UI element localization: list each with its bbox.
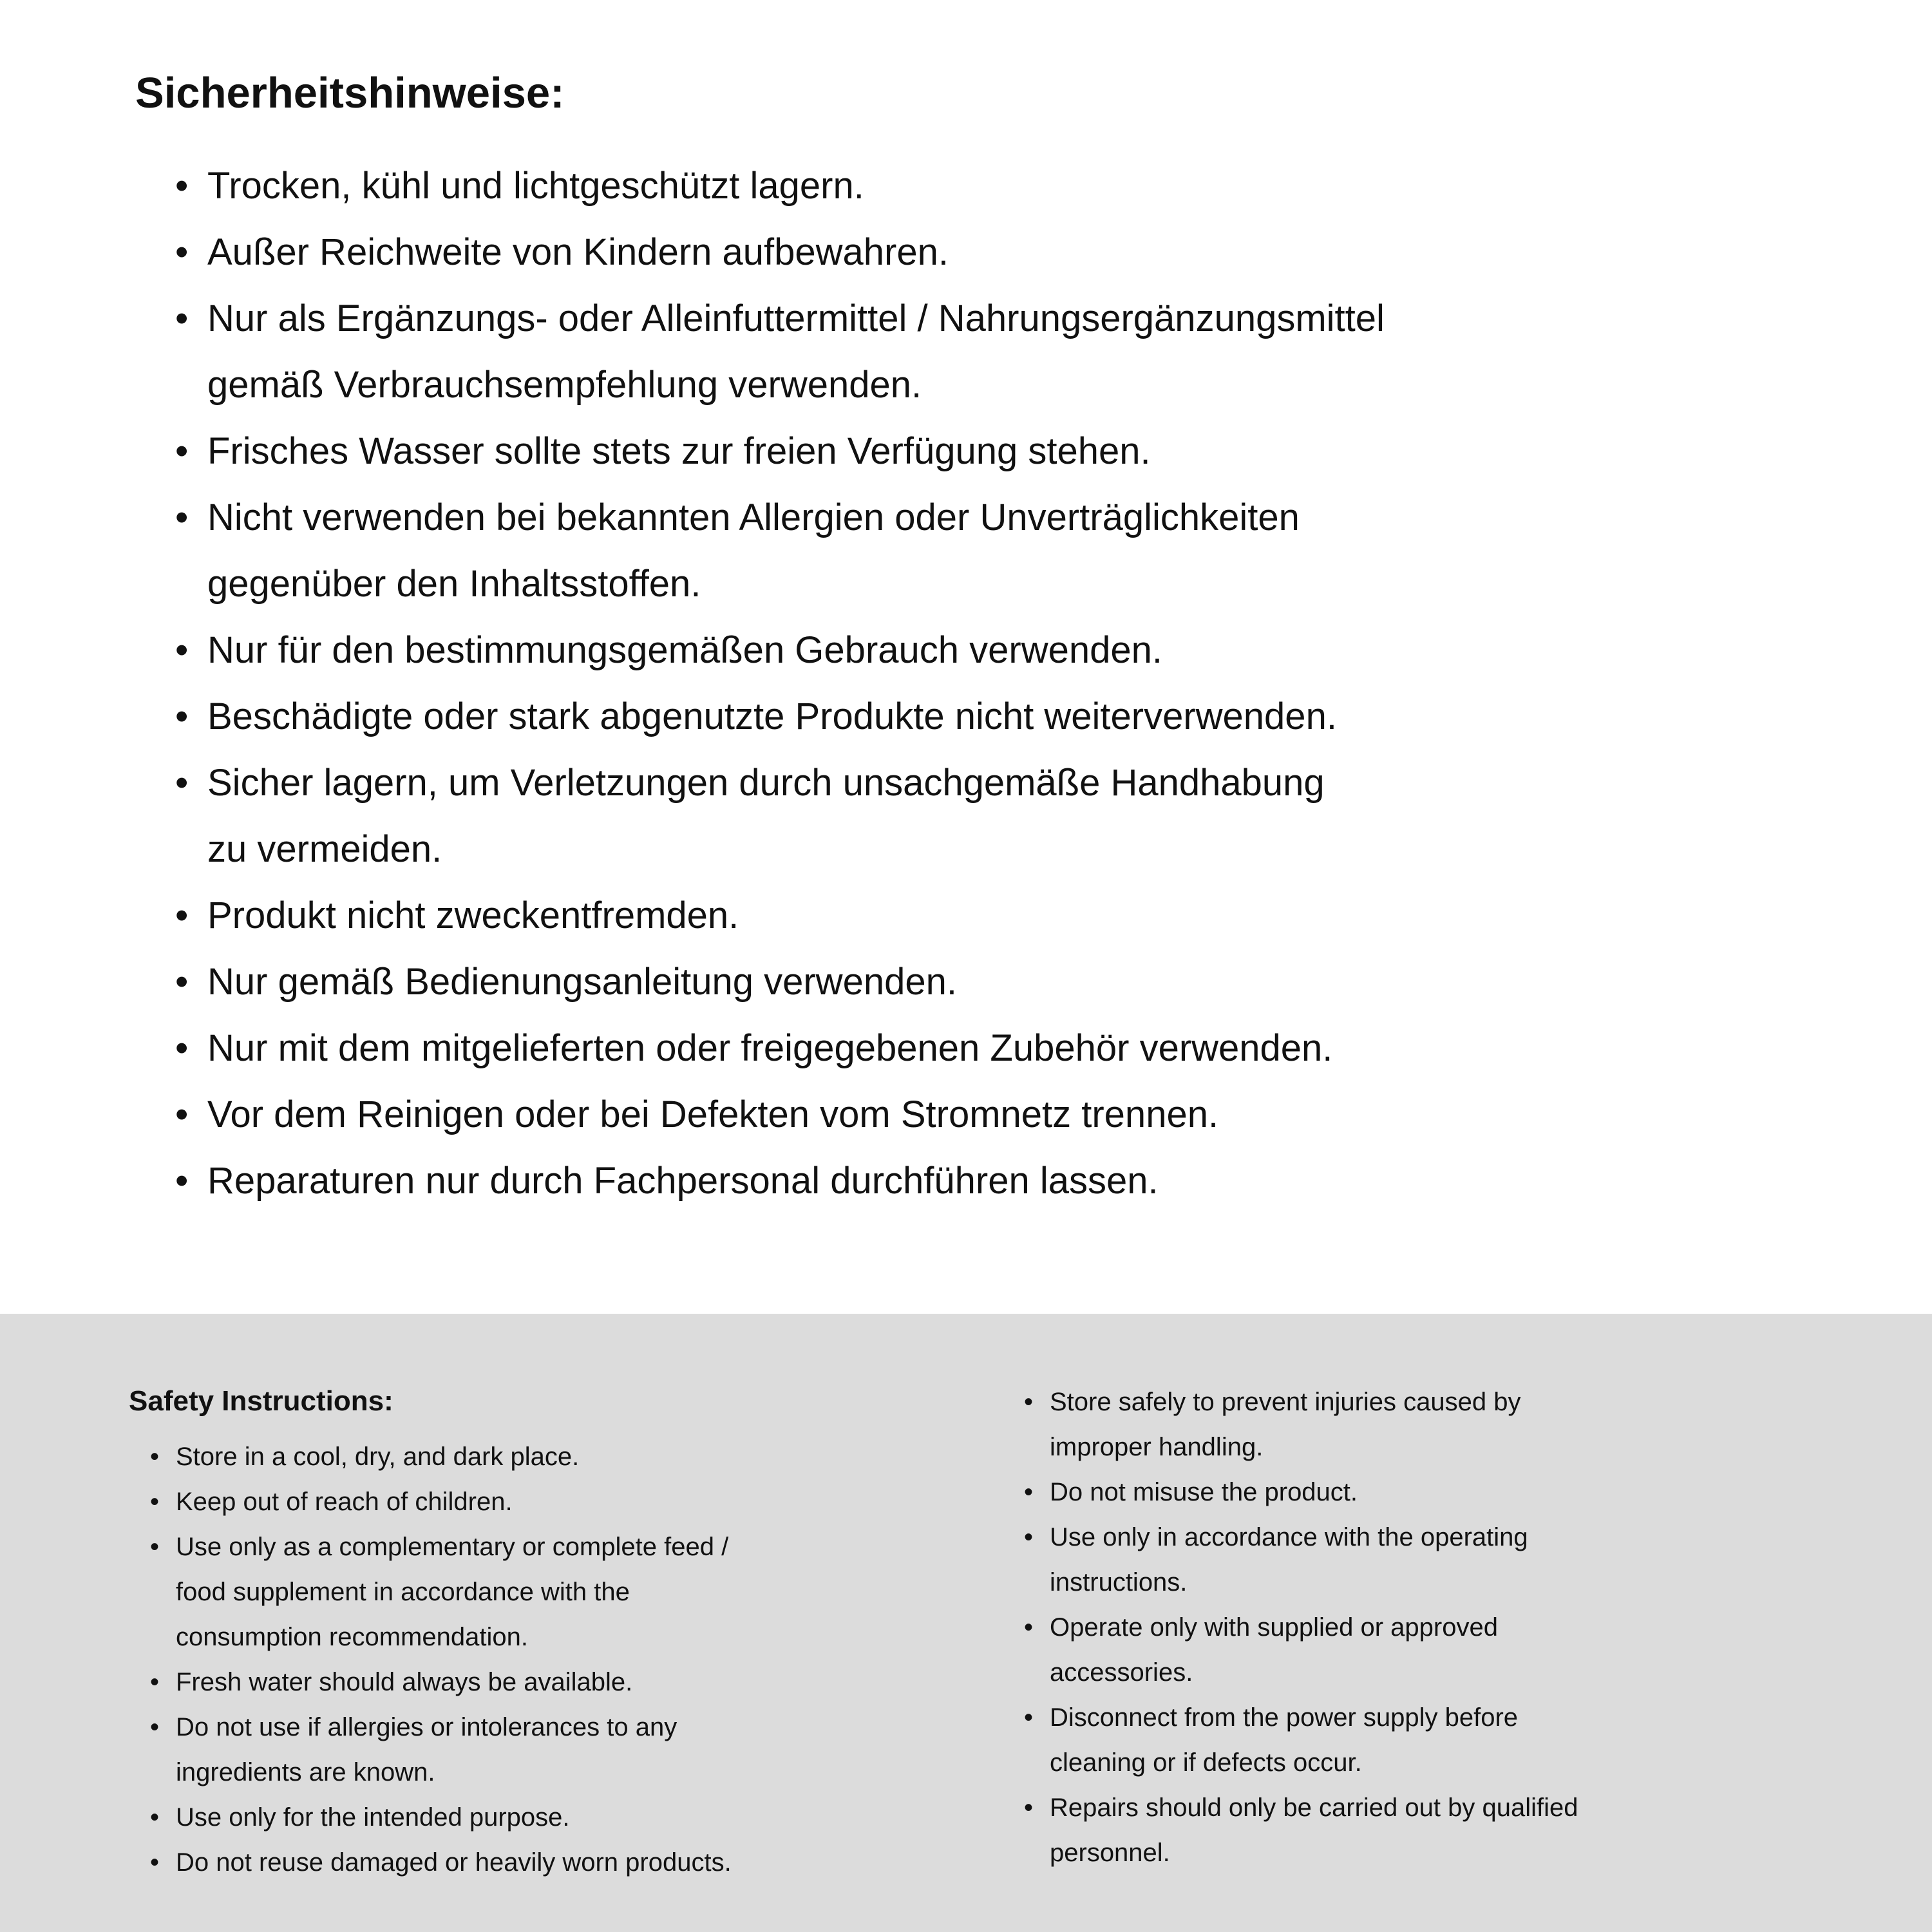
english-left-column <box>129 1385 1024 1885</box>
list-item: • Vor dem Reinigen oder bei Defekten vom Stromnetz trennen. <box>175 1081 1874 1148</box>
list-item: • Trocken, kühl und lichtgeschützt lagern. <box>175 153 1874 219</box>
list-item: • Frisches Wasser sollte stets zur freien Verfügung stehen. <box>175 418 1874 484</box>
english-right-list <box>1024 1379 1874 1875</box>
english-right-column <box>1024 1385 1874 1875</box>
list-item: • Operate only with supplied or approved accessories. <box>1024 1605 1874 1695</box>
list-item: • Reparaturen nur durch Fachpersonal durchführen lassen. <box>175 1148 1874 1214</box>
list-item: • Repairs should only be carried out by qualified personnel. <box>1024 1785 1874 1875</box>
list-item: • Disconnect from the power supply before cleaning or if defects occur. <box>1024 1695 1874 1785</box>
list-item: • Nur mit dem mitgelieferten oder freigegebenen Zubehör verwenden. <box>175 1015 1874 1081</box>
list-item: • Do not misuse the product. <box>1024 1470 1874 1515</box>
list-item: • Use only as a complementary or complete feed / food supplement in accordance with the consumption recommendation. <box>150 1524 1024 1660</box>
list-item: • Beschädigte oder stark abgenutzte Produkte nicht weiterverwenden. <box>175 683 1874 750</box>
english-left-list <box>129 1434 1024 1885</box>
list-item: • Außer Reichweite von Kindern aufbewahren. <box>175 219 1874 285</box>
list-item: • Store in a cool, dry, and dark place. <box>150 1434 1024 1479</box>
german-safety-list <box>135 153 1874 1214</box>
english-safety-section <box>0 1314 1932 1932</box>
list-item: • Do not use if allergies or intolerances to any ingredients are known. <box>150 1705 1024 1795</box>
list-item: • Do not reuse damaged or heavily worn products. <box>150 1840 1024 1885</box>
list-item: • Fresh water should always be available. <box>150 1660 1024 1705</box>
list-item: • Store safely to prevent injuries caused by improper handling. <box>1024 1379 1874 1470</box>
list-item: • Nur als Ergänzungs- oder Alleinfuttermittel / Nahrungsergänzungsmittel gemäß Verbrauchsempfehlung verwenden. <box>175 285 1874 418</box>
list-item: • Nur gemäß Bedienungsanleitung verwenden. <box>175 949 1874 1015</box>
list-item: • Sicher lagern, um Verletzungen durch unsachgemäße Handhabung zu vermeiden. <box>175 750 1874 882</box>
list-item: • Use only for the intended purpose. <box>150 1795 1024 1840</box>
list-item: • Use only in accordance with the operating instructions. <box>1024 1515 1874 1605</box>
german-heading: Sicherheitshinweise: <box>135 69 565 117</box>
list-item: • Nicht verwenden bei bekannten Allergien oder Unverträglichkeiten gegenüber den Inhaltsstoffen. <box>175 484 1874 617</box>
list-item: • Keep out of reach of children. <box>150 1479 1024 1524</box>
list-item: • Produkt nicht zweckentfremden. <box>175 882 1874 949</box>
english-heading: Safety Instructions: <box>129 1385 393 1417</box>
list-item: • Nur für den bestimmungsgemäßen Gebrauch verwenden. <box>175 617 1874 683</box>
